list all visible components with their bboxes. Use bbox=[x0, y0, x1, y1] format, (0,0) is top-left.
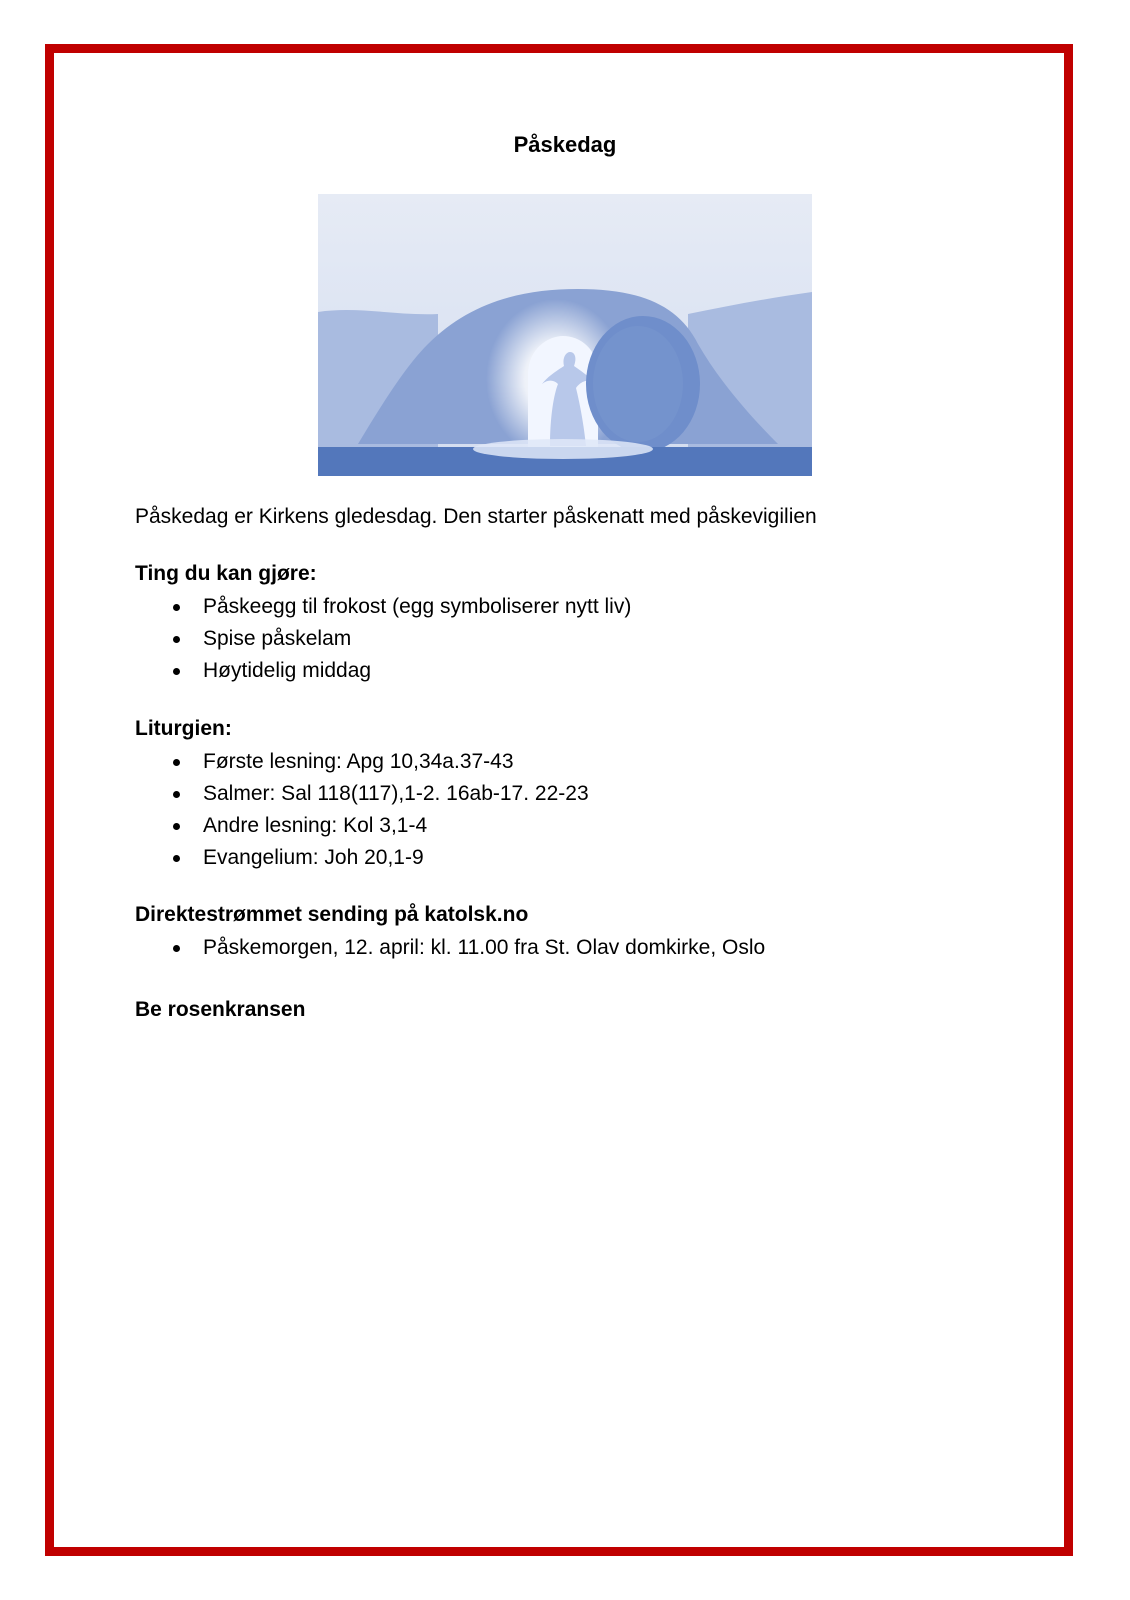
list-item: Salmer: Sal 118(117),1-2. 16ab-17. 22-23 bbox=[135, 778, 589, 810]
liturgy-list bbox=[135, 746, 589, 874]
list-item: Påskeegg til frokost (egg symboliserer nytt liv) bbox=[135, 591, 631, 623]
list-item: Spise påskelam bbox=[135, 623, 631, 655]
section-heading-rosary: Be rosenkransen bbox=[135, 998, 306, 1021]
list-item: Påskemorgen, 12. april: kl. 11.00 fra St. Olav domkirke, Oslo bbox=[135, 932, 765, 964]
list-item: Høytidelig middag bbox=[135, 655, 631, 687]
section-heading-liturgy: Liturgien: bbox=[135, 717, 232, 740]
things-to-do-list bbox=[135, 591, 631, 687]
page-title: Påskedag bbox=[513, 132, 617, 157]
intro-text: Påskedag er Kirkens gledesdag. Den starter påskenatt med påskevigilien bbox=[135, 505, 817, 528]
section-heading-things-to-do: Ting du kan gjøre: bbox=[135, 562, 317, 585]
resurrection-empty-tomb-illustration bbox=[318, 194, 812, 476]
list-item: Evangelium: Joh 20,1-9 bbox=[135, 842, 589, 874]
section-heading-livestream: Direktestrømmet sending på katolsk.no bbox=[135, 903, 529, 926]
list-item: Første lesning: Apg 10,34a.37-43 bbox=[135, 746, 589, 778]
livestream-list bbox=[135, 932, 765, 964]
list-item: Andre lesning: Kol 3,1-4 bbox=[135, 810, 589, 842]
